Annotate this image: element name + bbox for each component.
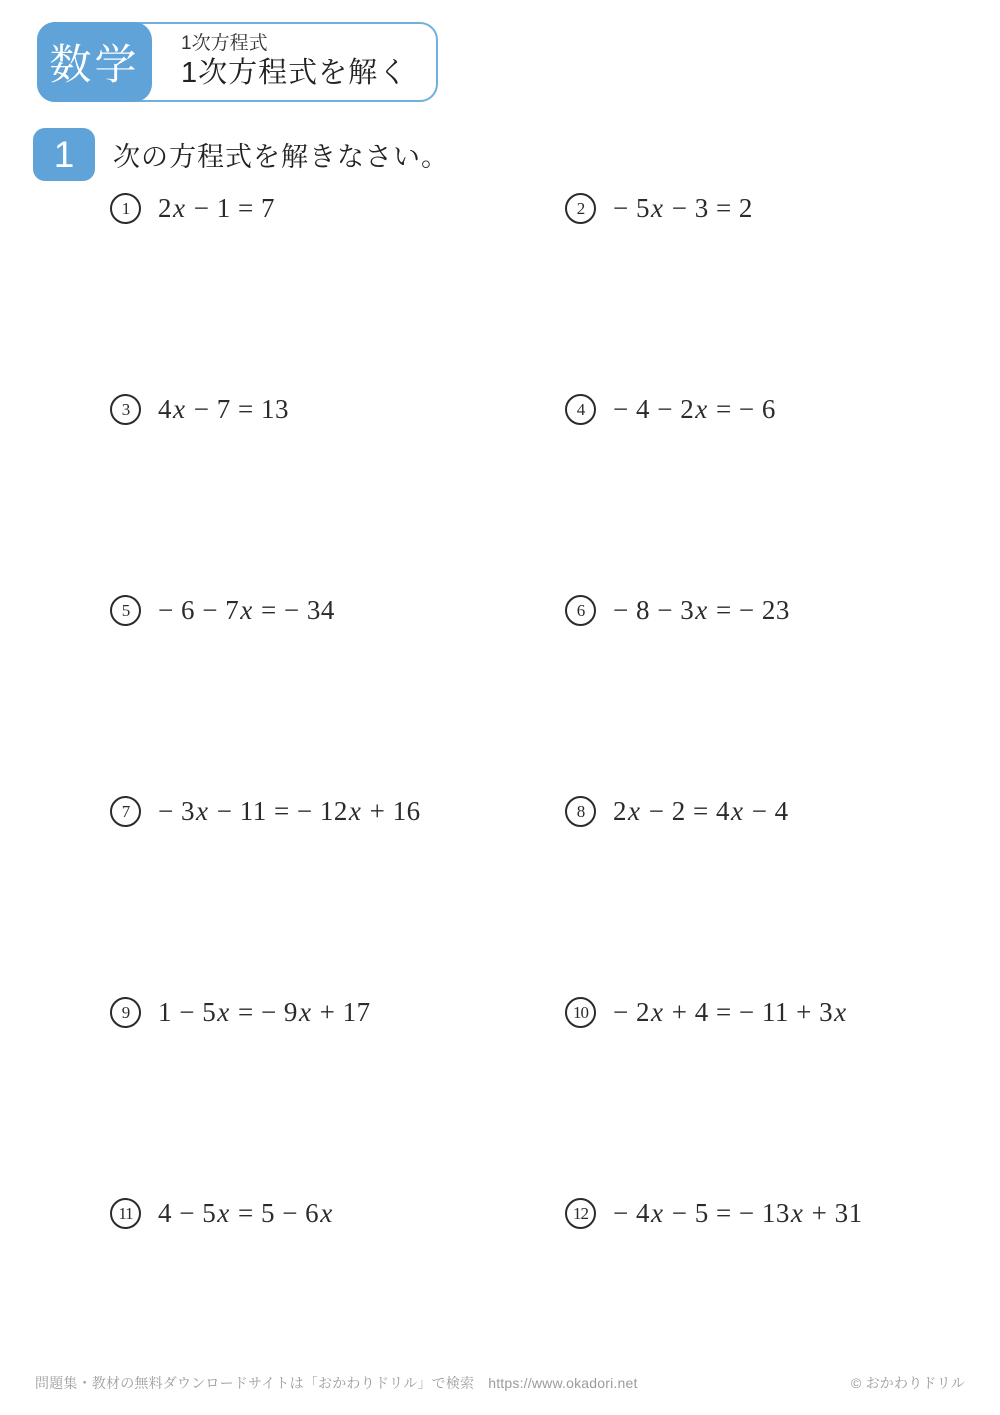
- page-footer: [35, 1373, 965, 1393]
- subject-badge: 数学: [37, 22, 152, 102]
- equation-text: 4x − 7 = 13: [158, 394, 289, 424]
- equation-item-4: [565, 391, 1000, 592]
- unit-label: 1次方程式: [181, 32, 268, 54]
- equation-text: − 4 − 2x = − 6: [613, 394, 776, 424]
- equation-text: − 3x − 11 = − 12x + 16: [158, 796, 421, 826]
- equation-text: 4 − 5x = 5 − 6x: [158, 1198, 333, 1228]
- problem-instruction: 次の方程式を解きなさい。: [113, 142, 449, 172]
- equation-grid: [110, 190, 1000, 1396]
- item-number-badge: 12: [565, 1198, 596, 1229]
- page-title: 1次方程式を解く: [181, 56, 409, 89]
- item-number-badge: 1: [110, 193, 141, 224]
- equation-text: 2x − 2 = 4x − 4: [613, 796, 789, 826]
- equation-item-5: [110, 592, 565, 793]
- footer-copyright: © おかわりドリル: [850, 1375, 965, 1391]
- item-number-badge: 10: [565, 997, 596, 1028]
- equation-text: 1 − 5x = − 9x + 17: [158, 997, 371, 1027]
- equation-item-9: [110, 994, 565, 1195]
- equation-item-1: [110, 190, 565, 391]
- equation-item-11: [110, 1195, 565, 1396]
- equation-text: 2x − 1 = 7: [158, 193, 275, 223]
- equation-item-8: [565, 793, 1000, 994]
- item-number-badge: 6: [565, 595, 596, 626]
- equation-text: − 5x − 3 = 2: [613, 193, 753, 223]
- item-number-badge: 8: [565, 796, 596, 827]
- equation-item-12: [565, 1195, 1000, 1396]
- item-number-badge: 3: [110, 394, 141, 425]
- equation-item-2: [565, 190, 1000, 391]
- item-number-badge: 2: [565, 193, 596, 224]
- item-number-badge: 11: [110, 1198, 141, 1229]
- equation-item-7: [110, 793, 565, 994]
- equation-item-6: [565, 592, 1000, 793]
- item-number-badge: 5: [110, 595, 141, 626]
- equation-text: − 2x + 4 = − 11 + 3x: [613, 997, 847, 1027]
- equation-item-10: [565, 994, 1000, 1195]
- item-number-badge: 7: [110, 796, 141, 827]
- equation-text: − 4x − 5 = − 13x + 31: [613, 1198, 863, 1228]
- problem-number-badge: 1: [33, 128, 95, 181]
- equation-text: − 6 − 7x = − 34: [158, 595, 335, 625]
- item-number-badge: 9: [110, 997, 141, 1028]
- equation-text: − 8 − 3x = − 23: [613, 595, 790, 625]
- item-number-badge: 4: [565, 394, 596, 425]
- footer-site-text: 問題集・教材の無料ダウンロードサイトは「おかわりドリル」で検索: [35, 1375, 475, 1391]
- equation-item-3: [110, 391, 565, 592]
- footer-url: https://www.okadori.net: [488, 1375, 638, 1391]
